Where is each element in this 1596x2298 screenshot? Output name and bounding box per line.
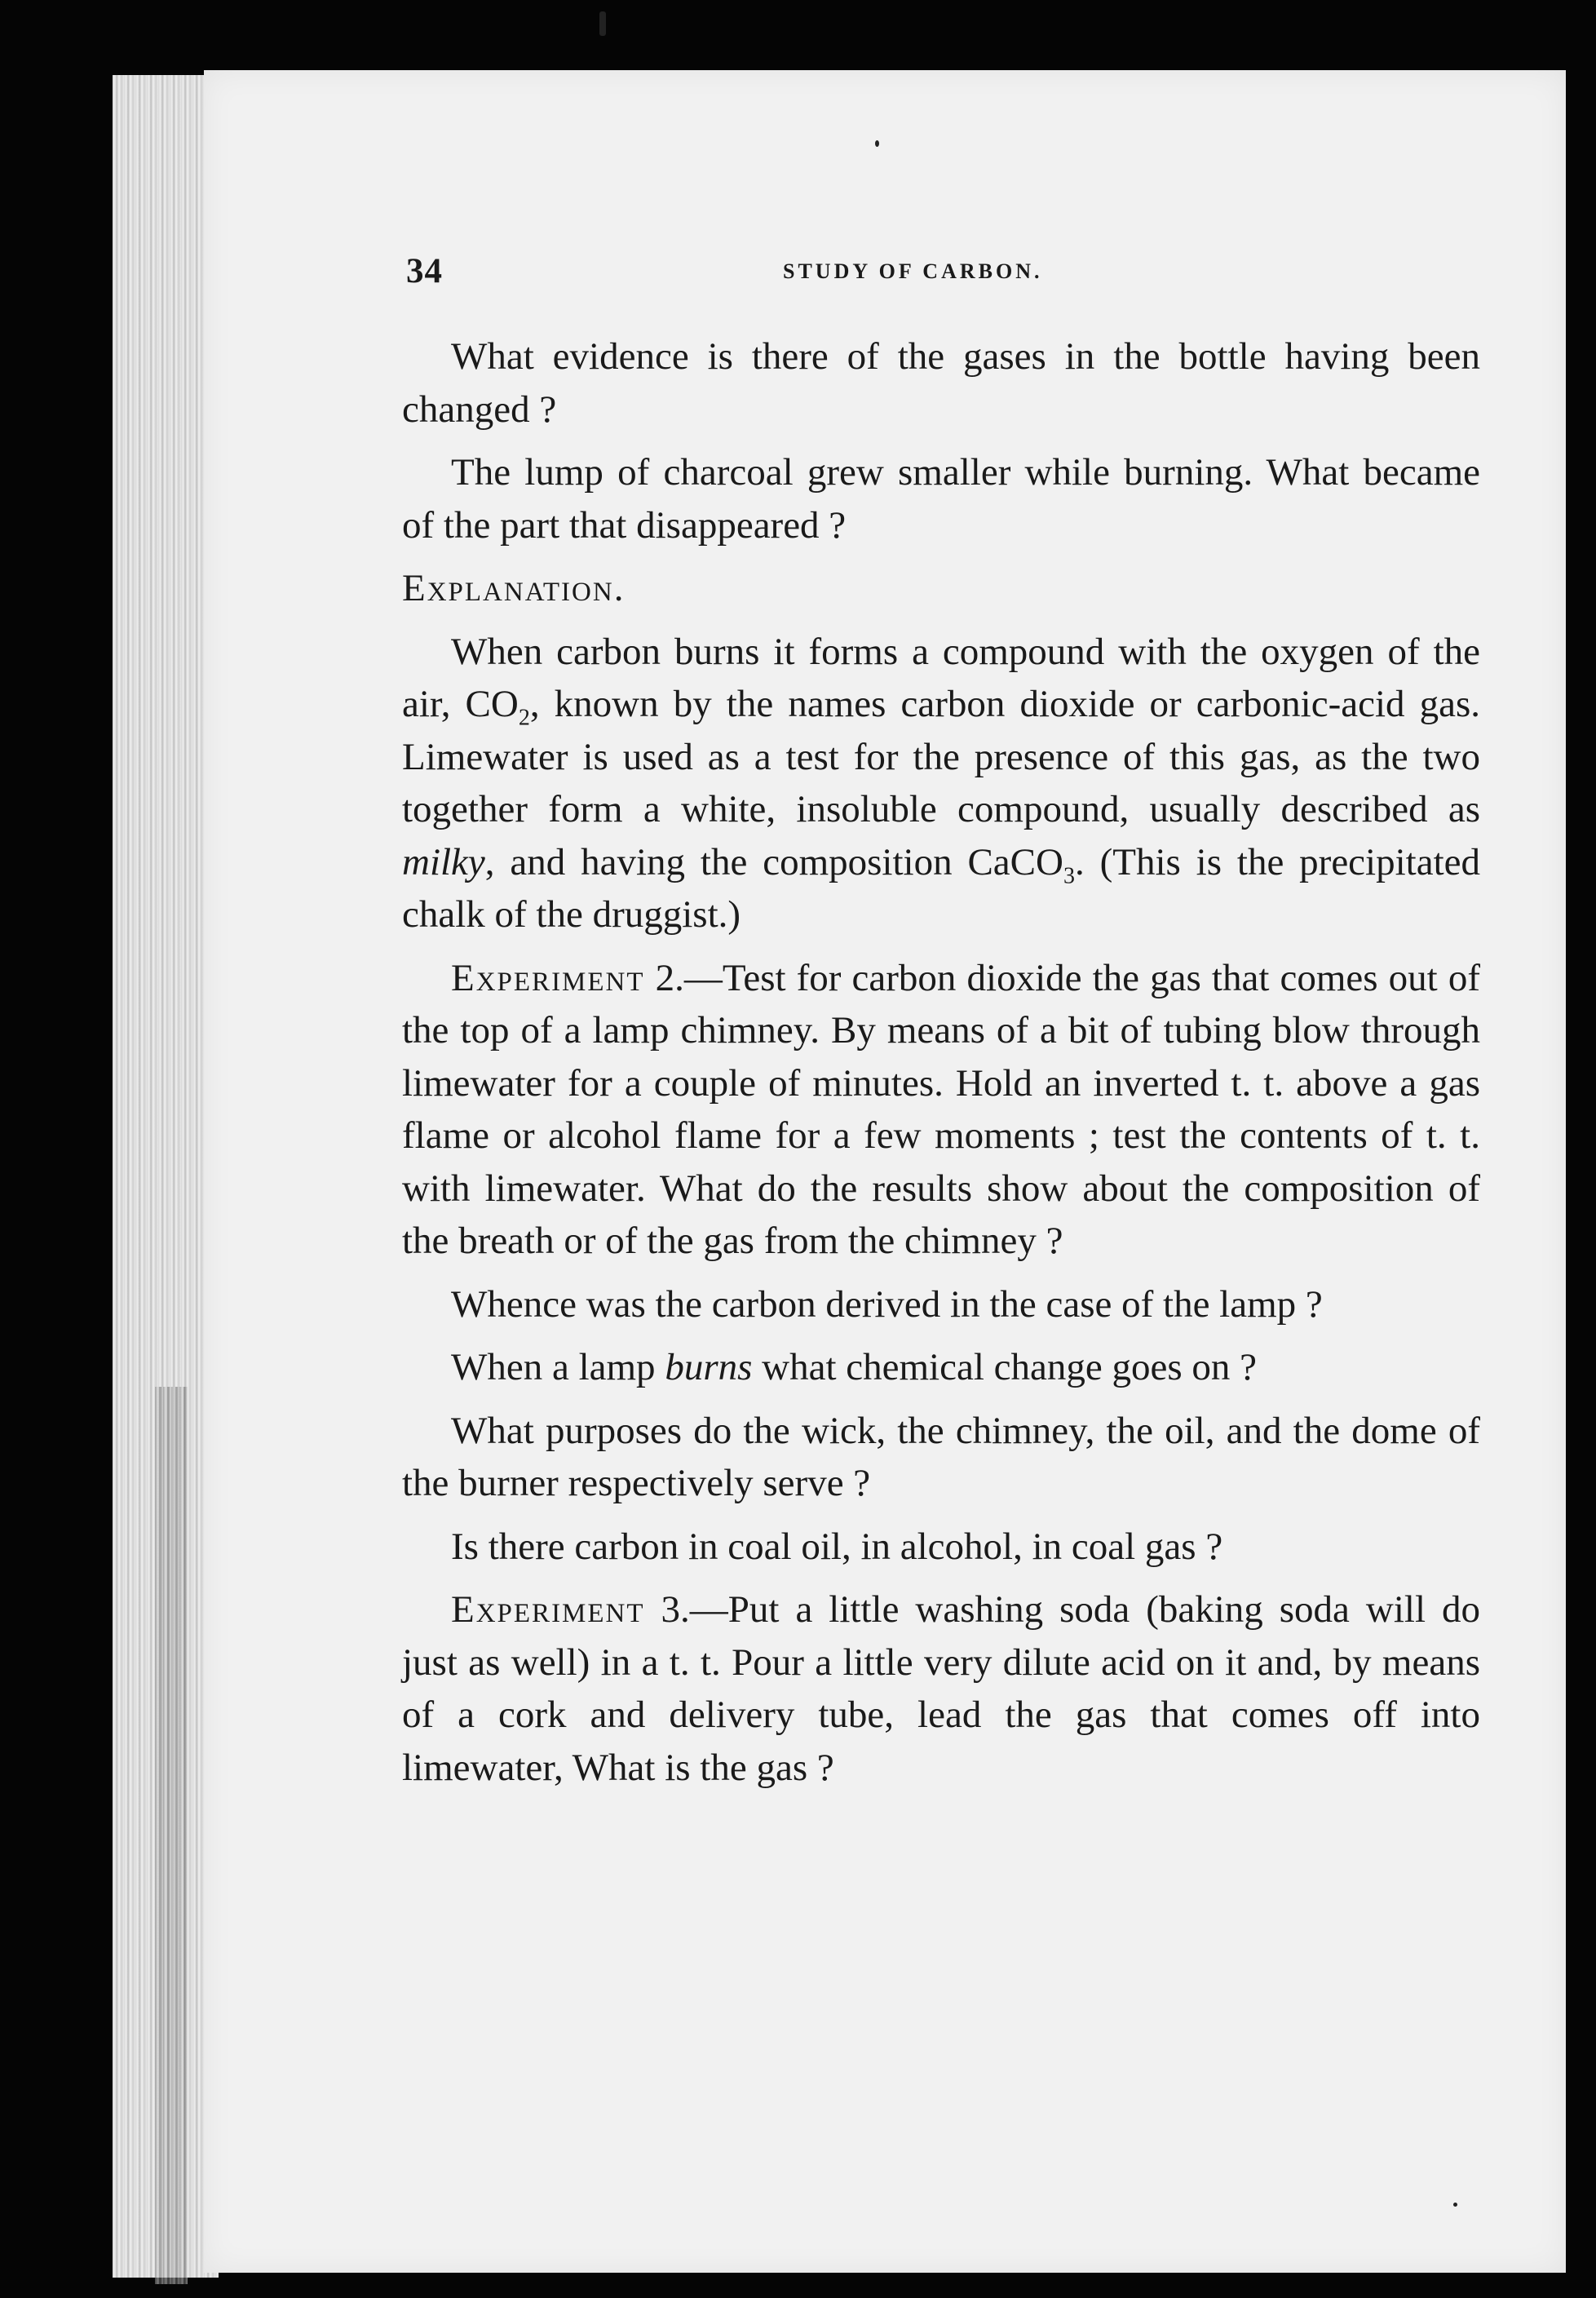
page-number: 34: [406, 252, 443, 290]
paragraph: When a lamp burns what chemical change goes on ?: [451, 1346, 1257, 1388]
paragraph: When carbon burns it forms a compound with the oxygen of the air, $CO_2$, known by the names carbon dioxide or carbonic-acid gas. Limewater is used as a test for the presence of this gas, as the two together form a white, insoluble compound, usually described as milky, and having the composition CaCO$_3$. (This is the precipitated chalk of the druggist.): [402, 630, 1480, 936]
paragraph: Is there carbon in coal oil, in alcohol, in coal gas ?: [451, 1525, 1223, 1568]
experiment-label: Experiment: [451, 1588, 645, 1631]
paragraph: Experiment 2.—Test for carbon dioxide the gas that comes out of the top of a lamp chimney. By means of a bit of tubing blow through limewater for a couple of minutes. Hold an inverted t. t. above a gas flame or alcohol flame for a few moments ; test the contents of t. t. with limewater. What do the results show about the composition of the breath or of the gas from the chimney ?: [402, 956, 1480, 1262]
paragraph: Experiment 3.—Put a little washing soda (baking soda will do just as well) in a t. t. Pour a little very dilute acid on it and, by means of a cork and delivery tube, lead the gas that comes off into limewater, What is the gas ?: [402, 1588, 1480, 1789]
paragraph: Whence was the carbon derived in the case of the lamp ?: [451, 1282, 1323, 1326]
paragraph: What purposes do the wick, the chimney, the oil, and the dome of the burner respectively serve ?: [402, 1409, 1480, 1504]
dust-speck: [1453, 2203, 1457, 2207]
section-heading: Explanation.: [402, 567, 626, 609]
book-page-edges-shadow: [155, 1387, 188, 2284]
dust-speck: [875, 140, 879, 147]
body-text: [402, 330, 1480, 1804]
running-head: STUDY OF CARBON.: [783, 259, 1043, 283]
experiment-label: Experiment: [451, 956, 645, 999]
paragraph: The lump of charcoal grew smaller while burning. What became of the part that disappeared ?: [402, 451, 1480, 547]
paragraph: What evidence is there of the gases in the bottle having been changed ?: [402, 335, 1480, 431]
dust-speck: [599, 11, 606, 36]
